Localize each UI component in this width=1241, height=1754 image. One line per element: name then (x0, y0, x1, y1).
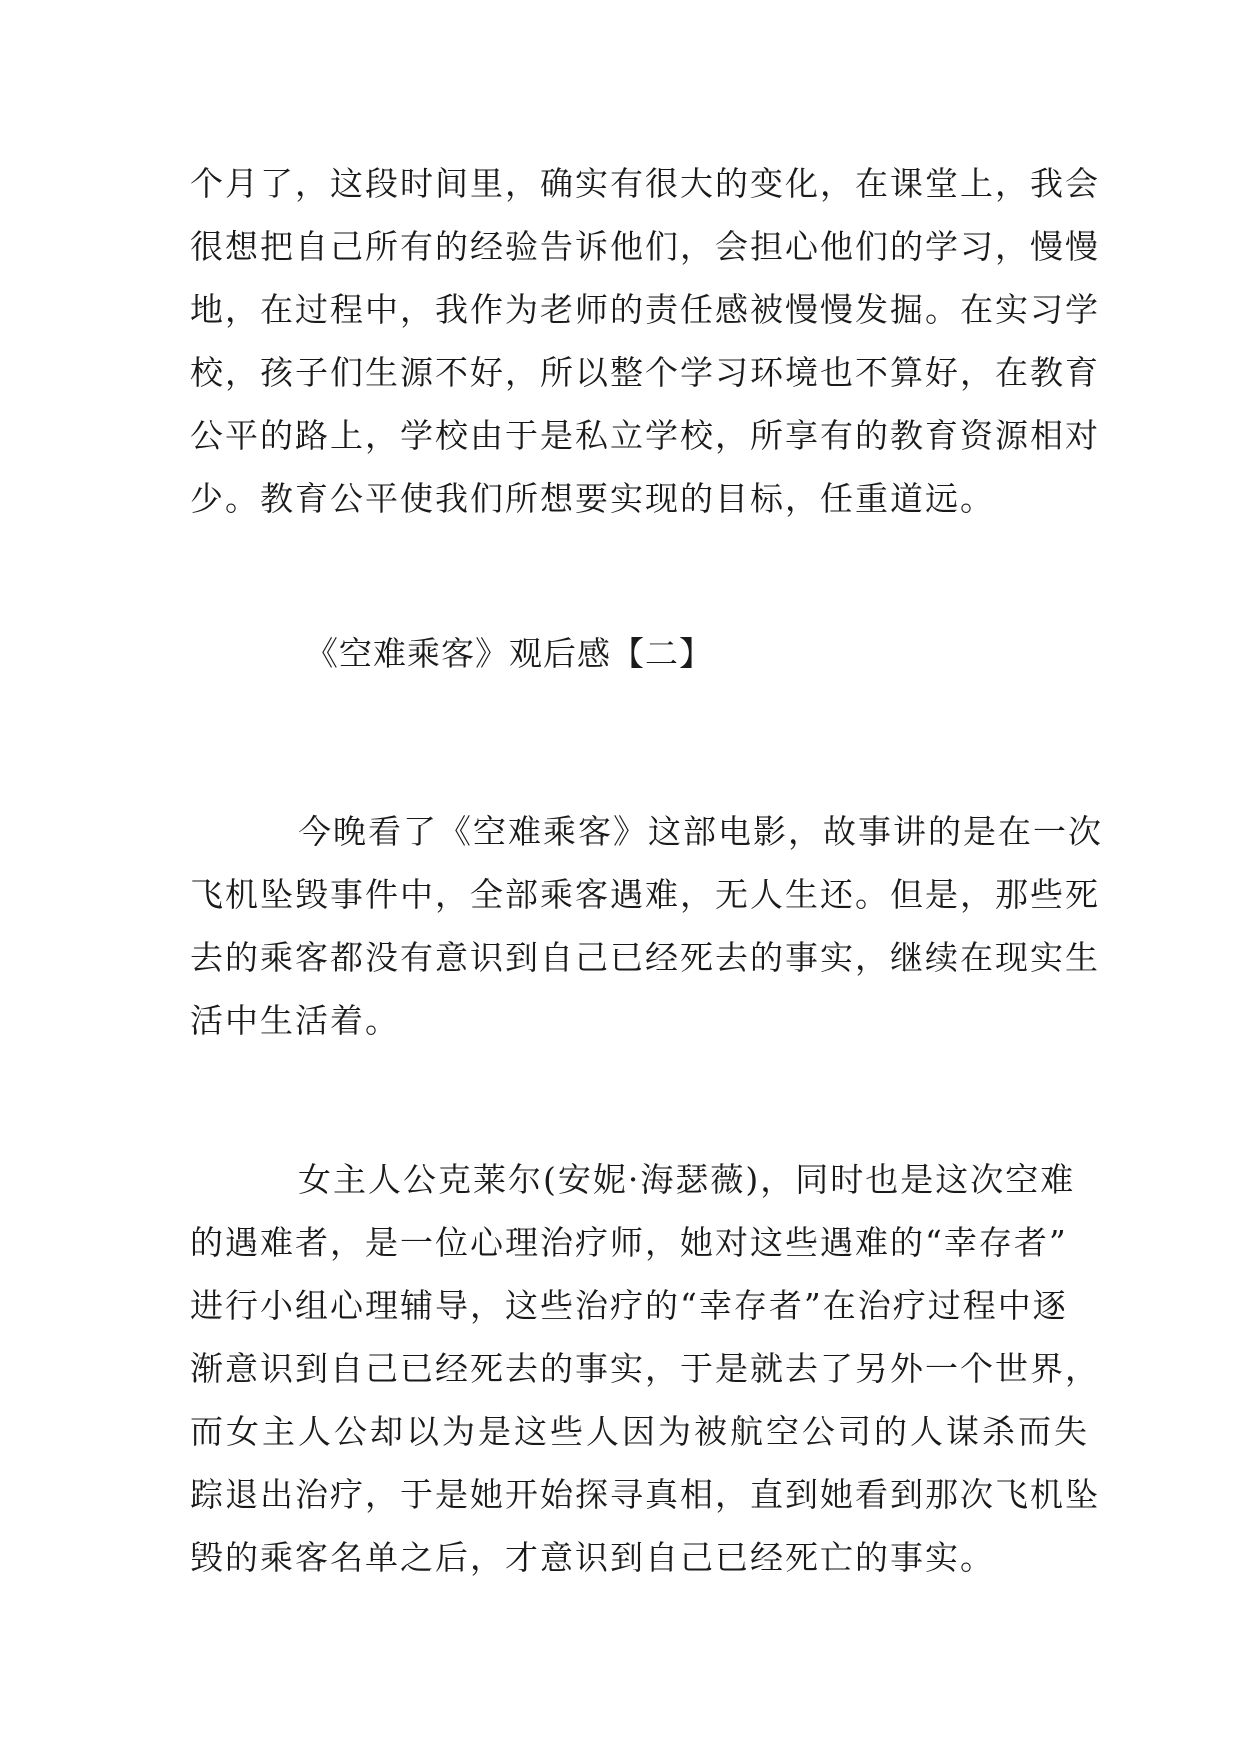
paragraph-1-line-1: 个月了，这段时间里，确实有很大的变化，在课堂上，我会 (190, 164, 1100, 203)
paragraph-3-line-6: 踪退出治疗，于是她开始探寻真相，直到她看到那次飞机坠 (190, 1475, 1100, 1514)
paragraph-3-line-4: 渐意识到自己已经死去的事实，于是就去了另外一个世界， (190, 1349, 1100, 1388)
section-heading: 《空难乘客》观后感【二】 (305, 634, 713, 673)
paragraph-3-line-7: 毁的乘客名单之后，才意识到自己已经死亡的事实。 (190, 1538, 995, 1577)
paragraph-2-line-1: 今晚看了《空难乘客》这部电影，故事讲的是在一次 (298, 812, 1103, 851)
paragraph-1-line-3: 地，在过程中，我作为老师的责任感被慢慢发掘。在实习学 (190, 290, 1100, 329)
paragraph-3-line-5: 而女主人公却以为是这些人因为被航空公司的人谋杀而失 (190, 1412, 1090, 1451)
paragraph-1-line-4: 校，孩子们生源不好，所以整个学习环境也不算好，在教育 (190, 353, 1100, 392)
paragraph-2-line-2: 飞机坠毁事件中，全部乘客遇难，无人生还。但是，那些死 (190, 875, 1100, 914)
paragraph-3-line-2: 的遇难者，是一位心理治疗师，她对这些遇难的“幸存者” (190, 1223, 1068, 1262)
paragraph-1-line-5: 公平的路上，学校由于是私立学校，所享有的教育资源相对 (190, 416, 1100, 455)
paragraph-3-line-1: 女主人公克莱尔(安妮·海瑟薇)，同时也是这次空难 (298, 1160, 1076, 1199)
paragraph-2-line-3: 去的乘客都没有意识到自己已经死去的事实，继续在现实生 (190, 938, 1100, 977)
paragraph-3-line-3: 进行小组心理辅导，这些治疗的“幸存者”在治疗过程中逐 (190, 1286, 1068, 1325)
paragraph-2-line-4: 活中生活着。 (190, 1001, 400, 1040)
paragraph-1-line-2: 很想把自己所有的经验告诉他们，会担心他们的学习，慢慢 (190, 227, 1100, 266)
paragraph-1-line-6: 少。教育公平使我们所想要实现的目标，任重道远。 (190, 479, 995, 518)
